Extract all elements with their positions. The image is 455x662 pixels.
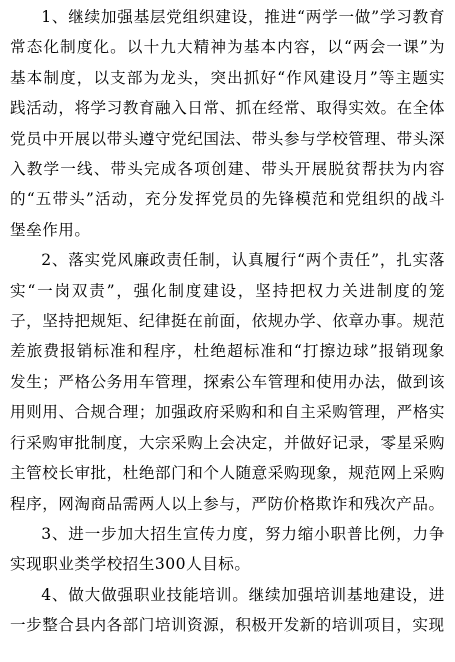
paragraph-integrity-responsibility: 2、落实党风廉政责任制，认真履行“两个责任”，扎实落实“一岗双责”，强化制度建设，坚持把权力关进制度的笼子，坚持把规矩、纪律挺在前面，依规办学、依章办事。规范差旅费报销标准和程序，杜绝超标准和“打擦边球”报销现象发生；严格公务用车管理，探索公车管理和使用办法，做到该用则用、合规合理；加强政府采购和和自主采购管理，严格实行采购审批制度，大宗采购上会决定，并做好记录，零星采购主管校长审批，杜绝部门和个人随意采购现象，规范网上采购程序，网淘商品需两人以上参与，严防价格欺诈和残次产品。 <box>10 251 445 513</box>
paragraph-skills-training: 4、做大做强职业技能培训。继续加强培训基地建设，进一步整合县内各部门培训资源，积极开发新的培训项目，实现 <box>10 585 445 635</box>
paragraph-enrollment: 3、进一步加大招生宣传力度，努力缩小职普比例，力争实现职业类学校招生300人目标。 <box>10 524 445 574</box>
paragraph-party-building: 1、继续加强基层党组织建设，推进“两学一做”学习教育常态化制度化。以十九大精神为基本内容，以“两会一课”为基本制度，以支部为龙头，突出抓好“作风建设月”等主题实践活动，将学习教育融入日常、抓在经常、取得实效。在全体党员中开展以带头遵守党纪国法、带头参与学校管理、带头深入教学一线、带头完成各项创建、带头开展脱贫帮扶为内容的“五带头”活动，充分发挥党员的先锋模范和党组织的战斗堡垒作用。 <box>10 8 445 239</box>
